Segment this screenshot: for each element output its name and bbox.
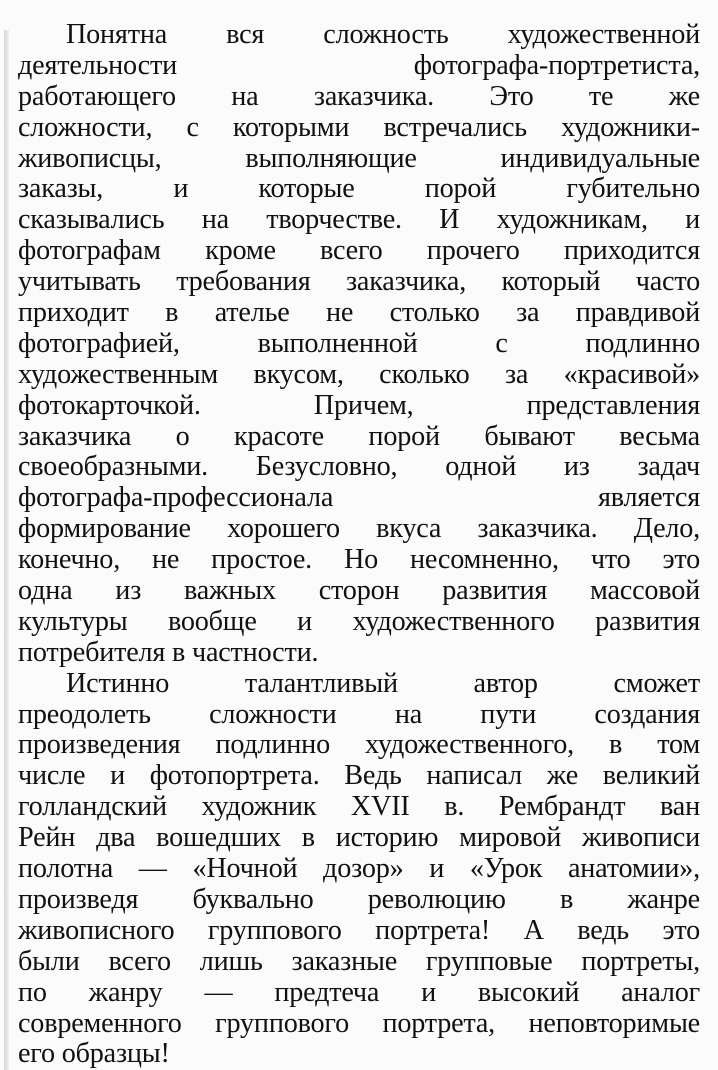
text-line: живописцы, выполняющие индивидуальные xyxy=(18,142,700,174)
page-binding-shadow xyxy=(4,30,9,1070)
text-line: фотографам кроме всего прочего приходится xyxy=(18,235,700,267)
text-line: Понятна вся сложность художественной xyxy=(66,19,701,50)
text-line: потребителя в частности. xyxy=(18,636,319,668)
text-line: формирование хорошего вкуса заказчика. Дело, xyxy=(18,513,700,545)
body-text xyxy=(18,20,700,1070)
text-line: заказчика о красоте порой бывают весьма xyxy=(18,420,700,452)
text-line: Рейн два вошедших в историю мировой живописи xyxy=(18,822,700,854)
text-line: деятельности фотографа-портретиста, xyxy=(18,49,700,81)
text-line: сложности, с которыми встречались художники- xyxy=(18,111,700,143)
text-line: голландский художник XVII в. Рембрандт ван xyxy=(18,791,700,823)
text-line: сказывались на творчестве. И художникам, и xyxy=(18,204,701,236)
text-line: произведя буквально революцию в жанре xyxy=(18,883,700,915)
text-line: приходит в ателье не столько за правдивой xyxy=(18,297,700,329)
text-line: культуры вообще и художественного развития xyxy=(18,605,700,637)
text-line: полотна — «Ночной дозор» и «Урок анатомии», xyxy=(18,853,700,885)
text-line: учитывать требования заказчика, который часто xyxy=(18,266,700,298)
text-line: фотографа-профессионала является xyxy=(18,482,700,514)
paragraph-2 xyxy=(18,669,700,1070)
text-line: были всего лишь заказные групповые портреты, xyxy=(18,945,701,977)
text-line: фотокарточкой. Причем, представления xyxy=(18,389,700,421)
text-line: Истинно талантливый автор сможет xyxy=(66,667,700,699)
text-line: преодолеть сложности на пути создания xyxy=(18,698,701,730)
paragraph-1 xyxy=(18,20,700,669)
text-line: по жанру — предтеча и высокий аналог xyxy=(18,976,700,1008)
text-line: фотографией, выполненной с подлинно xyxy=(18,327,700,359)
text-line: заказы, и которые порой губительно xyxy=(18,173,700,205)
text-line: современного группового портрета, неповторимые xyxy=(18,1007,700,1039)
text-line: своеобразными. Безусловно, одной из задач xyxy=(18,451,700,483)
text-line: работающего на заказчика. Это те же xyxy=(18,80,700,112)
text-line: конечно, не простое. Но несомненно, что это xyxy=(18,544,700,576)
text-line: его образцы! xyxy=(18,1038,170,1070)
text-line: одна из важных сторон развития массовой xyxy=(18,575,701,607)
text-line: живописного группового портрета! А ведь это xyxy=(18,914,700,946)
text-line: художественным вкусом, сколько за «красивой» xyxy=(18,358,701,390)
text-line: числе и фотопортрета. Ведь написал же великий xyxy=(18,760,701,792)
text-line: произведения подлинно художественного, в том xyxy=(18,729,700,761)
